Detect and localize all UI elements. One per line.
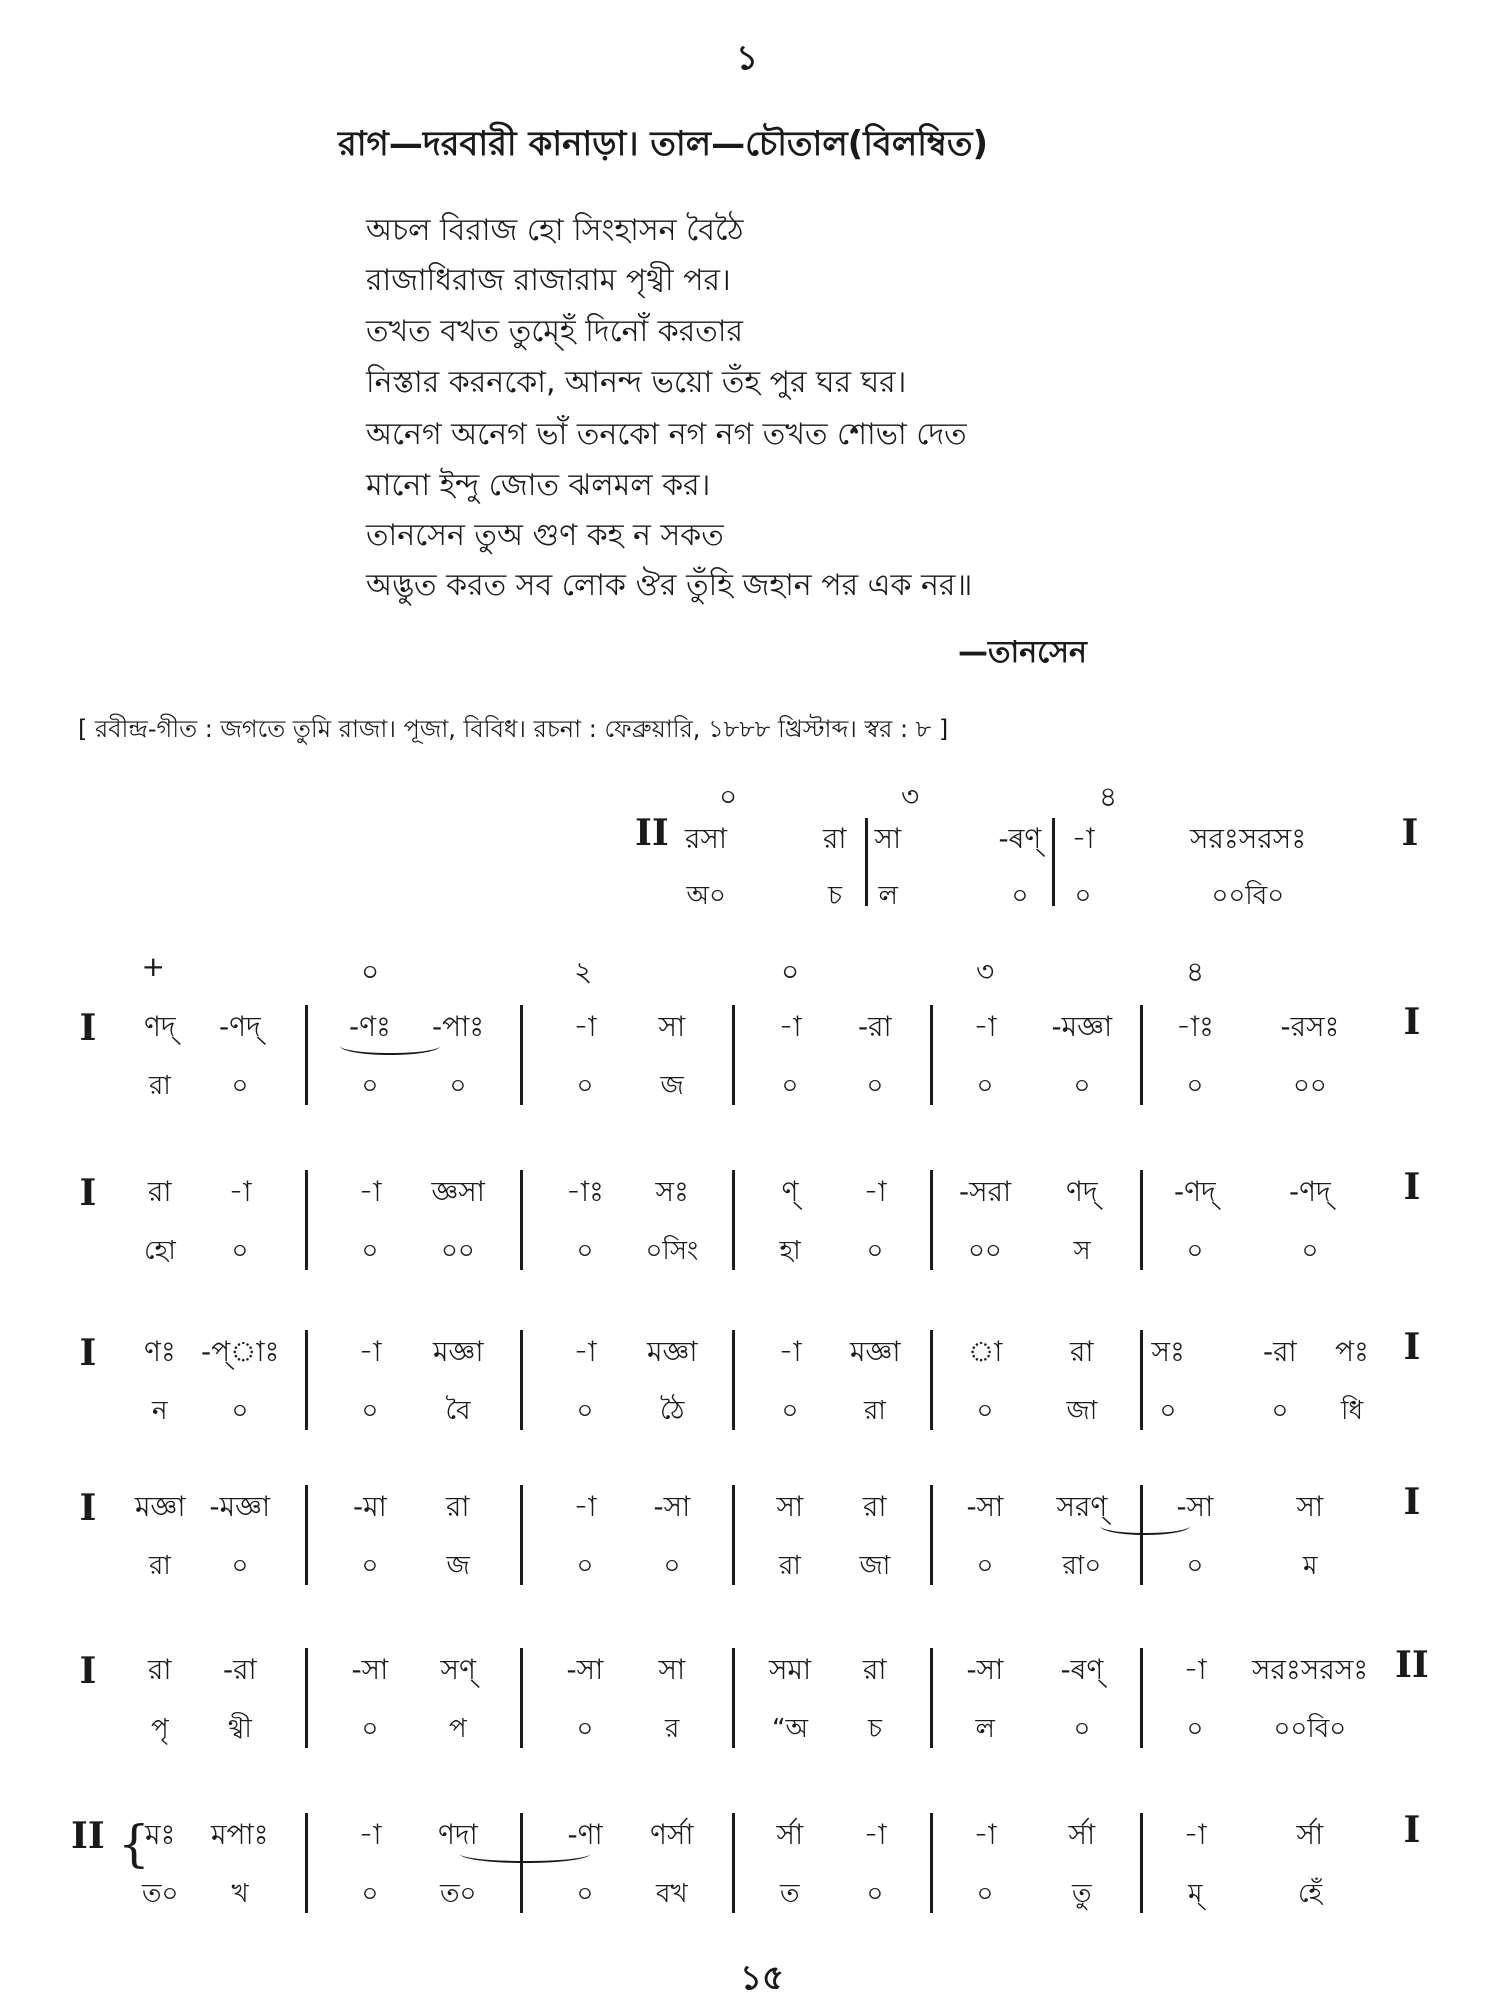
swara-note: -সা [966, 1653, 1004, 1686]
lyric-syllable: ০ [576, 1236, 594, 1266]
swara-note: রা [446, 1490, 470, 1523]
lyric-syllable: ০ [976, 1879, 994, 1909]
page-number-bottom: ১৫ [740, 1958, 785, 1998]
beat-separator [520, 1170, 523, 1270]
beat-separator [520, 1330, 523, 1430]
beat-separator [930, 1005, 933, 1105]
brace-mark: { [118, 1815, 150, 1873]
beat-separator [305, 1485, 308, 1585]
swara-note: ণদ্ [144, 1010, 176, 1043]
swara-note: -া [863, 1175, 887, 1208]
swara-note: -া [863, 1818, 887, 1851]
lyric-syllable: বখ [656, 1879, 688, 1909]
lyric-syllable: ০ [866, 1879, 884, 1909]
swara-note: সা [658, 1010, 686, 1043]
lyric-syllable: রা [149, 1071, 171, 1101]
lyric-syllable: ০ [1011, 881, 1029, 911]
lyric-syllable: ০ [231, 1551, 249, 1581]
lyric-syllable: ০০ [968, 1236, 1002, 1266]
beat-separator [1140, 1330, 1143, 1430]
swara-note: -মজ্ঞা [1051, 1010, 1113, 1043]
lyric-syllable: ০ [1271, 1396, 1289, 1426]
lyric-syllable: ০ [1301, 1236, 1319, 1266]
swara-note: -সরা [959, 1175, 1012, 1208]
barline: I [1403, 1001, 1421, 1043]
swara-note: -াঃ [1176, 1010, 1214, 1043]
lyric-syllable: ০ [449, 1071, 467, 1101]
swara-note: -রা [858, 1010, 892, 1043]
lyric-syllable: হেঁ [1298, 1879, 1323, 1909]
reference-note: [ রবীন্দ্র-গীত : জগতে তুমি রাজা। পূজা, বিবিধ। রচনা : ফেব্রুয়ারি, ১৮৮৮ খ্রিস্টাব্দ। স্বর : ৮ ] [78, 715, 949, 743]
swara-note: -ণদ্ [1174, 1175, 1216, 1208]
swara-note: া [968, 1335, 1003, 1368]
swara-note: -মা [353, 1490, 387, 1523]
beat-separator [1140, 1648, 1143, 1748]
beat-separator [520, 1485, 523, 1585]
lyric-syllable: হো [144, 1236, 176, 1266]
barline: I [1403, 1166, 1421, 1208]
swara-note: -ৰণ্ [1060, 1653, 1104, 1686]
beat-separator [1140, 1485, 1143, 1585]
barline: I [79, 1332, 97, 1374]
swara-note: সা [658, 1653, 686, 1686]
beat-separator [305, 1330, 308, 1430]
barline: I [79, 1007, 97, 1049]
swara-note: -াঃ [566, 1175, 604, 1208]
lyric-syllable: ০০ [441, 1236, 475, 1266]
swara-note: -া [573, 1335, 597, 1368]
poem-line: অনেগ অনেগ ভাঁ তনকো নগ নগ তখত শোভা দেত [366, 417, 967, 452]
lyric-syllable: ০ [576, 1879, 594, 1909]
lyric-syllable: ০ [361, 1071, 379, 1101]
swara-note: ণর্সা [650, 1818, 694, 1851]
swara-note: -রা [1263, 1335, 1297, 1368]
poem-line: রাজাধিরাজ রাজারাম পৃথ্বী পর। [366, 263, 731, 298]
lyric-syllable: ০ [1186, 1714, 1204, 1744]
lyric-syllable: রা০ [1062, 1551, 1102, 1581]
swara-note: পঃ [1335, 1335, 1369, 1368]
lyric-syllable: ল [878, 881, 898, 911]
beat-separator [1140, 1005, 1143, 1105]
swara-note: সরঃসরসঃ [1252, 1653, 1369, 1686]
lyric-syllable: জা [1066, 1396, 1098, 1426]
swara-note: রসা [685, 822, 728, 855]
lyric-syllable: ০ [781, 1396, 799, 1426]
swara-note: সমা [769, 1653, 812, 1686]
lyric-syllable: জা [859, 1551, 891, 1581]
beat-mark: ২ [574, 955, 593, 988]
swara-note: -ণদ্ [1289, 1175, 1331, 1208]
poem-line: তখত বখত তুম্হেঁ দিনোঁ করতার [366, 314, 743, 349]
beat-separator [520, 1648, 523, 1748]
lyric-syllable: ল [975, 1714, 995, 1744]
swara-note: সরণ্ [1056, 1490, 1108, 1523]
lyric-syllable: “অ [772, 1714, 808, 1744]
page-title: রাগ—দরবারী কানাড়া। তাল—চৌতাল(বিলম্বিত) [338, 124, 988, 164]
beat-separator [305, 1005, 308, 1105]
swara-note: সা [776, 1490, 804, 1523]
poem-line: মানো ইন্দু জোত ঝলমল কর। [366, 468, 711, 503]
beat-separator [520, 1005, 523, 1105]
swara-note: জ্ঞসা [431, 1175, 485, 1208]
lyric-syllable: ধি [1341, 1396, 1364, 1426]
lyric-syllable: ০ [361, 1236, 379, 1266]
swara-note: -া [778, 1335, 802, 1368]
swara-note: -া [358, 1818, 382, 1851]
swara-note: -া [1183, 1818, 1207, 1851]
swara-note: মঃ [145, 1818, 176, 1851]
swara-note: -সা [966, 1490, 1004, 1523]
lyric-syllable: ০ [781, 1071, 799, 1101]
swara-note: রা [863, 1653, 887, 1686]
swara-note: -মজ্ঞা [209, 1490, 271, 1523]
lyric-syllable: ০০বি০ [1211, 881, 1285, 911]
swara-note: -সা [566, 1653, 604, 1686]
swara-note: রা [148, 1653, 172, 1686]
beat-separator [930, 1485, 933, 1585]
beat-mark: ৩ [976, 955, 995, 988]
swara-note: -া [1183, 1653, 1207, 1686]
swara-note: সঃ [655, 1175, 689, 1208]
swara-note: -া [1071, 822, 1095, 855]
swara-note: র্সা [1296, 1818, 1324, 1851]
beat-mark: + [141, 950, 165, 983]
swara-note: ণদা [438, 1818, 478, 1851]
beat-mark: ৪ [1186, 955, 1205, 988]
beat-separator [305, 1170, 308, 1270]
beat-separator [1052, 818, 1055, 906]
lyric-syllable: ০ [231, 1071, 249, 1101]
beat-separator [930, 1648, 933, 1748]
beat-separator [305, 1648, 308, 1748]
swara-note: -রসঃ [1280, 1010, 1340, 1043]
beat-separator [930, 1813, 933, 1913]
barline: I [1401, 812, 1419, 854]
swara-note: -া [573, 1010, 597, 1043]
swara-note: সা [1296, 1490, 1324, 1523]
slur-mark [340, 1037, 440, 1055]
swara-note: -া [973, 1818, 997, 1851]
swara-note: মজ্ঞা [850, 1335, 901, 1368]
swara-note: -া [358, 1335, 382, 1368]
beat-separator [732, 1005, 735, 1105]
poem-author: —তানসেন [958, 635, 1087, 670]
lyric-syllable: ০ [1073, 1714, 1091, 1744]
swara-note: মজ্ঞা [647, 1335, 698, 1368]
barline: I [1403, 1809, 1421, 1851]
swara-note: ণ্ [781, 1175, 799, 1208]
swara-note: সণ্ [440, 1653, 476, 1686]
lyric-syllable: রা [779, 1551, 801, 1581]
swara-note: র্সা [1068, 1818, 1096, 1851]
lyric-syllable: রা [864, 1396, 886, 1426]
beat-mark: ০ [781, 955, 800, 988]
beat-mark: ৪ [1099, 780, 1118, 813]
barline: I [1403, 1326, 1421, 1368]
lyric-syllable: ০ [231, 1396, 249, 1426]
poem-line: অচল বিরাজ হো সিংহাসন বৈঠৈ [366, 213, 744, 248]
lyric-syllable: অ০ [686, 881, 726, 911]
lyric-syllable: ০ [576, 1714, 594, 1744]
beat-separator [1140, 1170, 1143, 1270]
double-barline: II [1395, 1644, 1429, 1686]
swara-note: রা [823, 822, 847, 855]
lyric-syllable: ০০বি০ [1273, 1714, 1347, 1744]
swara-note: ণঃ [144, 1335, 176, 1368]
lyric-syllable: চ [828, 881, 843, 911]
beat-separator [520, 1813, 523, 1913]
lyric-syllable: ০ [1074, 881, 1092, 911]
lyric-syllable: রা [149, 1551, 171, 1581]
slur-mark [460, 1845, 590, 1863]
swara-note: ণদ্ [1066, 1175, 1098, 1208]
beat-separator [865, 818, 868, 906]
lyric-syllable: ০ [576, 1071, 594, 1101]
barline: I [79, 1487, 97, 1529]
beat-separator [732, 1170, 735, 1270]
swara-note: -ণা [567, 1818, 603, 1851]
beat-separator [732, 1813, 735, 1913]
barline: I [79, 1650, 97, 1692]
lyric-syllable: জ [446, 1551, 470, 1581]
beat-separator [732, 1330, 735, 1430]
swara-note: -া [228, 1175, 252, 1208]
lyric-syllable: ন [152, 1396, 168, 1426]
double-barline: II [635, 812, 669, 854]
swara-note: -া [973, 1010, 997, 1043]
lyric-syllable: ০ [576, 1551, 594, 1581]
lyric-syllable: ০ [1159, 1396, 1177, 1426]
lyric-syllable: তু [1072, 1879, 1092, 1909]
beat-separator [930, 1330, 933, 1430]
barline: I [79, 1172, 97, 1214]
lyric-syllable: ০ [1186, 1551, 1204, 1581]
page-number-top: ১ [736, 38, 759, 78]
lyric-syllable: ০ [663, 1551, 681, 1581]
lyric-syllable: পৃ [151, 1714, 169, 1744]
lyric-syllable: ০ [976, 1071, 994, 1101]
swara-note: -ণদ্ [219, 1010, 261, 1043]
lyric-syllable: ০ [361, 1714, 379, 1744]
lyric-syllable: ত০ [440, 1879, 477, 1909]
swara-note: -সা [1176, 1490, 1214, 1523]
lyric-syllable: স [1073, 1236, 1091, 1266]
swara-note: র্সা [776, 1818, 804, 1851]
lyric-syllable: ০ [231, 1236, 249, 1266]
lyric-syllable: ০ [976, 1396, 994, 1426]
lyric-syllable: ০ [866, 1071, 884, 1101]
lyric-syllable: ০ [361, 1396, 379, 1426]
swara-note: রা [148, 1175, 172, 1208]
lyric-syllable: ম [1303, 1551, 1318, 1581]
lyric-syllable: ম্ [1188, 1879, 1203, 1909]
swara-note: -া [778, 1010, 802, 1043]
swara-note: -প্াঃ [201, 1335, 280, 1368]
swara-note: সঃ [1151, 1335, 1185, 1368]
double-barline: II [71, 1815, 105, 1857]
swara-note: সরঃসরসঃ [1190, 822, 1307, 855]
swara-note: রা [863, 1490, 887, 1523]
swara-note: -সা [351, 1653, 389, 1686]
lyric-syllable: ০ [1186, 1236, 1204, 1266]
slur-mark [1100, 1517, 1190, 1535]
lyric-syllable: ঠৈ [660, 1396, 685, 1426]
lyric-syllable: বৈ [445, 1396, 471, 1426]
swara-note: -রা [223, 1653, 257, 1686]
swara-note: -া [358, 1175, 382, 1208]
lyric-syllable: ০ [361, 1879, 379, 1909]
lyric-syllable: ০ [976, 1551, 994, 1581]
lyric-syllable: প [449, 1714, 467, 1744]
lyric-syllable: ০ [1073, 1071, 1091, 1101]
beat-separator [305, 1813, 308, 1913]
lyric-syllable: ত [780, 1879, 800, 1909]
lyric-syllable: র [665, 1714, 680, 1744]
beat-separator [1140, 1813, 1143, 1913]
swara-note: -ণঃ [349, 1010, 391, 1043]
beat-mark: ৩ [901, 780, 920, 813]
lyric-syllable: ০ [361, 1551, 379, 1581]
beat-mark: ০ [719, 780, 738, 813]
swara-note: -ৰণ্ [998, 822, 1042, 855]
swara-note: -সা [653, 1490, 691, 1523]
lyric-syllable: ০০ [1293, 1071, 1327, 1101]
poem-line: অদ্ভুত করত সব লোক ঔর তুঁহি জহান পর এক নর॥ [366, 568, 973, 603]
beat-separator [930, 1170, 933, 1270]
swara-note: মপাঃ [211, 1818, 269, 1851]
swara-note: -পাঃ [432, 1010, 485, 1043]
lyric-syllable: ত০ [142, 1879, 179, 1909]
lyric-syllable: জ [660, 1071, 684, 1101]
lyric-syllable: খ [231, 1879, 249, 1909]
barline: I [1403, 1481, 1421, 1523]
swara-note: -া [573, 1490, 597, 1523]
lyric-syllable: ০ [866, 1236, 884, 1266]
lyric-syllable: ০ [576, 1396, 594, 1426]
swara-note: মজ্ঞা [433, 1335, 484, 1368]
swara-note: রা [1070, 1335, 1094, 1368]
lyric-syllable: হা [779, 1236, 801, 1266]
lyric-syllable: ০ [1186, 1071, 1204, 1101]
swara-note: সা [874, 822, 902, 855]
lyric-syllable: চ [868, 1714, 883, 1744]
lyric-syllable: থ্বী [228, 1714, 252, 1744]
beat-separator [732, 1648, 735, 1748]
lyric-syllable: ০সিং [645, 1236, 699, 1266]
poem-line: নিস্তার করনকো, আনন্দ ভয়ো তঁহ পুর ঘর ঘর। [366, 365, 907, 400]
poem-line: তানসেন তুঅ গুণ কহ ন সকত [366, 518, 724, 553]
beat-separator [732, 1485, 735, 1585]
beat-mark: ০ [361, 955, 380, 988]
swara-note: মজ্ঞা [135, 1490, 186, 1523]
